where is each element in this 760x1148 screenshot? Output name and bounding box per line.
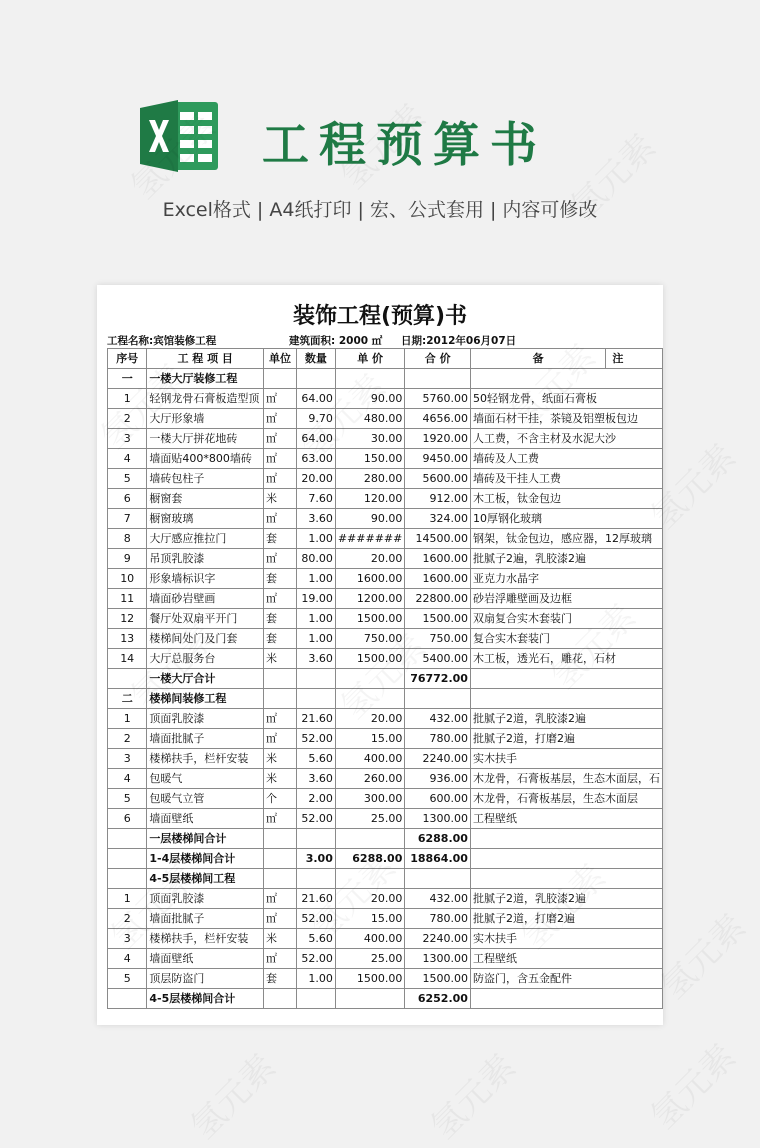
cell-total: 750.00 [405, 629, 471, 649]
cell-total: 1300.00 [405, 949, 471, 969]
cell-item-name: 包暖气 [147, 769, 264, 789]
cell-unit: 套 [264, 569, 297, 589]
cell-item-name: 一楼大厅装修工程 [147, 369, 264, 389]
table-row [108, 609, 663, 629]
cell-unit: ㎡ [264, 409, 297, 429]
cell-item-name: 顶层防盗门 [147, 969, 264, 989]
cell-seq: 11 [108, 589, 147, 609]
table-row [108, 569, 663, 589]
cell-item-name: 顶面乳胶漆 [147, 889, 264, 909]
cell-unit: ㎡ [264, 449, 297, 469]
project-name: 工程名称:宾馆装修工程 [107, 335, 217, 347]
cell-note: 人工费，不含主材及水泥大沙 [470, 429, 662, 449]
watermark-text [648, 901, 755, 1008]
cell-unit-price: 15.00 [335, 729, 405, 749]
cell-unit: ㎡ [264, 469, 297, 489]
cell-seq: 2 [108, 729, 147, 749]
cell-seq: 6 [108, 489, 147, 509]
cell-quantity: 5.60 [296, 929, 335, 949]
cell-unit: 套 [264, 629, 297, 649]
cell-quantity: 9.70 [296, 409, 335, 429]
cell-note: 批腻子2道，乳胶漆2遍 [470, 709, 662, 729]
cell-unit-price: 480.00 [335, 409, 405, 429]
table-row [108, 809, 663, 829]
building-area: 建筑面积: 2000 ㎡ [289, 335, 383, 347]
cell-unit: ㎡ [264, 389, 297, 409]
cell-quantity: 64.00 [296, 389, 335, 409]
cell-unit [264, 849, 297, 869]
cell-item-name: 橱窗套 [147, 489, 264, 509]
cell-item-name: 一楼大厅合计 [147, 669, 264, 689]
cell-item-name: 大厅总服务台 [147, 649, 264, 669]
cell-total: 324.00 [405, 509, 471, 529]
watermark-text [178, 1041, 285, 1148]
cell-item-name: 墙面贴400*800墙砖 [147, 449, 264, 469]
cell-quantity [296, 829, 335, 849]
cell-seq: 1 [108, 709, 147, 729]
cell-item-name: 轻钢龙骨石膏板造型顶 [147, 389, 264, 409]
cell-seq: 2 [108, 409, 147, 429]
cell-seq: 1 [108, 389, 147, 409]
table-row [108, 429, 663, 449]
cell-item-name: 楼梯扶手，栏杆安装 [147, 929, 264, 949]
cell-total: 912.00 [405, 489, 471, 509]
cell-note: 木工板，透光石，雕花，石材 [470, 649, 662, 669]
cell-note: 工程壁纸 [470, 949, 662, 969]
page-title: 工程预算书 [262, 118, 547, 173]
cell-unit [264, 689, 297, 709]
cell-item-name: 4-5层楼梯间合计 [147, 989, 264, 1009]
cell-quantity: 3.60 [296, 509, 335, 529]
cell-quantity: 52.00 [296, 949, 335, 969]
budget-table [107, 348, 663, 1009]
cell-unit [264, 869, 297, 889]
cell-seq: 4 [108, 769, 147, 789]
cell-item-name: 1-4层楼梯间合计 [147, 849, 264, 869]
cell-total [405, 869, 471, 889]
cell-unit: ㎡ [264, 549, 297, 569]
cell-unit: ㎡ [264, 589, 297, 609]
cell-item-name: 墙面壁纸 [147, 949, 264, 969]
cell-unit: 米 [264, 929, 297, 949]
cell-seq: 3 [108, 929, 147, 949]
cell-note: 批腻子2遍，乳胶漆2遍 [470, 549, 662, 569]
cell-unit-price: 20.00 [335, 709, 405, 729]
cell-unit-price: 20.00 [335, 549, 405, 569]
cell-quantity: 64.00 [296, 429, 335, 449]
cell-quantity: 1.00 [296, 969, 335, 989]
cell-quantity: 20.00 [296, 469, 335, 489]
table-row [108, 949, 663, 969]
table-row [108, 389, 663, 409]
table-row [108, 649, 663, 669]
cell-total: 6252.00 [405, 989, 471, 1009]
cell-item-name: 墙面批腻子 [147, 729, 264, 749]
cell-seq: 10 [108, 569, 147, 589]
cell-quantity [296, 689, 335, 709]
cell-unit-price: 6288.00 [335, 849, 405, 869]
cell-seq: 7 [108, 509, 147, 529]
cell-unit: ㎡ [264, 889, 297, 909]
cell-unit: ㎡ [264, 809, 297, 829]
cell-quantity: 1.00 [296, 569, 335, 589]
cell-item-name: 顶面乳胶漆 [147, 709, 264, 729]
cell-note [470, 849, 662, 869]
cell-unit-price [335, 869, 405, 889]
cell-seq: 3 [108, 749, 147, 769]
table-row [108, 509, 663, 529]
cell-seq [108, 849, 147, 869]
cell-quantity: 5.60 [296, 749, 335, 769]
cell-note: 防盗门，含五金配件 [470, 969, 662, 989]
cell-seq: 8 [108, 529, 147, 549]
cell-total [405, 689, 471, 709]
table-row [108, 829, 663, 849]
cell-seq [108, 869, 147, 889]
cell-unit-price: 15.00 [335, 909, 405, 929]
cell-seq: 5 [108, 969, 147, 989]
cell-item-name: 楼梯间处门及门套 [147, 629, 264, 649]
budget-date: 日期:2012年06月07日 [401, 335, 517, 347]
cell-note: 墙面石材干挂，茶镜及铝塑板包边 [470, 409, 662, 429]
cell-unit-price: 30.00 [335, 429, 405, 449]
cell-item-name: 墙砖包柱子 [147, 469, 264, 489]
table-row [108, 869, 663, 889]
cell-item-name: 餐厅处双扇平开门 [147, 609, 264, 629]
cell-note: 墙砖及人工费 [470, 449, 662, 469]
cell-total: 432.00 [405, 889, 471, 909]
cell-item-name: 墙面砂岩壁画 [147, 589, 264, 609]
cell-unit-price [335, 669, 405, 689]
table-row [108, 449, 663, 469]
cell-quantity: 3.60 [296, 769, 335, 789]
cell-total: 5600.00 [405, 469, 471, 489]
cell-unit: ㎡ [264, 949, 297, 969]
table-row [108, 729, 663, 749]
cell-total: 14500.00 [405, 529, 471, 549]
table-row [108, 909, 663, 929]
cell-total [405, 369, 471, 389]
cell-total: 432.00 [405, 709, 471, 729]
header-total: 合 价 [405, 349, 471, 369]
cell-note: 砂岩浮雕壁画及边框 [470, 589, 662, 609]
cell-seq: 1 [108, 889, 147, 909]
cell-seq: 2 [108, 909, 147, 929]
cell-note [470, 869, 662, 889]
cell-total: 4656.00 [405, 409, 471, 429]
cell-unit-price: 280.00 [335, 469, 405, 489]
cell-quantity [296, 989, 335, 1009]
cell-note: 批腻子2道，打磨2遍 [470, 729, 662, 749]
cell-unit-price: ####### [335, 529, 405, 549]
cell-quantity: 1.00 [296, 609, 335, 629]
cell-unit-price: 1600.00 [335, 569, 405, 589]
cell-quantity: 63.00 [296, 449, 335, 469]
cell-unit-price [335, 989, 405, 1009]
cell-quantity: 80.00 [296, 549, 335, 569]
cell-unit-price: 1500.00 [335, 649, 405, 669]
cell-note: 实木扶手 [470, 929, 662, 949]
cell-note: 木工板，钛金包边 [470, 489, 662, 509]
cell-unit-price: 90.00 [335, 509, 405, 529]
table-row [108, 969, 663, 989]
cell-total: 1500.00 [405, 609, 471, 629]
cell-quantity: 1.00 [296, 529, 335, 549]
cell-unit-price: 260.00 [335, 769, 405, 789]
cell-unit-price: 25.00 [335, 809, 405, 829]
table-row [108, 409, 663, 429]
cell-quantity: 52.00 [296, 729, 335, 749]
cell-total: 780.00 [405, 909, 471, 929]
cell-note [470, 669, 662, 689]
cell-seq: 6 [108, 809, 147, 829]
cell-note: 木龙骨，石膏板基层，生态木面层，石 [470, 769, 662, 789]
cell-total: 780.00 [405, 729, 471, 749]
cell-unit-price: 750.00 [335, 629, 405, 649]
cell-total: 5760.00 [405, 389, 471, 409]
cell-unit: 米 [264, 489, 297, 509]
cell-item-name: 墙面壁纸 [147, 809, 264, 829]
cell-note: 批腻子2道，打磨2遍 [470, 909, 662, 929]
cell-quantity: 21.60 [296, 709, 335, 729]
cell-quantity: 52.00 [296, 909, 335, 929]
cell-total: 18864.00 [405, 849, 471, 869]
cell-unit: ㎡ [264, 429, 297, 449]
watermark-text [418, 1041, 525, 1148]
cell-quantity: 52.00 [296, 809, 335, 829]
table-row [108, 749, 663, 769]
header-name: 工 程 项 目 [147, 349, 264, 369]
sheet-title: 装饰工程(预算)书 [292, 304, 468, 329]
cell-total: 1600.00 [405, 549, 471, 569]
table-row [108, 849, 663, 869]
cell-unit-price [335, 689, 405, 709]
cell-seq [108, 829, 147, 849]
cell-total: 76772.00 [405, 669, 471, 689]
cell-item-name: 大厅形象墙 [147, 409, 264, 429]
cell-note: 木龙骨，石膏板基层，生态木面层 [470, 789, 662, 809]
cell-note [470, 369, 662, 389]
table-header-row [108, 349, 663, 369]
table-row [108, 709, 663, 729]
spreadsheet-preview [97, 285, 663, 1025]
cell-seq: 4 [108, 949, 147, 969]
cell-quantity: 7.60 [296, 489, 335, 509]
cell-note: 复合实木套装门 [470, 629, 662, 649]
cell-item-name: 吊顶乳胶漆 [147, 549, 264, 569]
cell-total: 1300.00 [405, 809, 471, 829]
cell-unit: ㎡ [264, 909, 297, 929]
cell-seq: 12 [108, 609, 147, 629]
header-price: 单 价 [335, 349, 405, 369]
cell-seq: 13 [108, 629, 147, 649]
cell-total: 936.00 [405, 769, 471, 789]
cell-item-name: 一层楼梯间合计 [147, 829, 264, 849]
cell-total: 5400.00 [405, 649, 471, 669]
cell-total: 2240.00 [405, 749, 471, 769]
cell-unit [264, 829, 297, 849]
cell-unit-price: 400.00 [335, 749, 405, 769]
cell-quantity: 21.60 [296, 889, 335, 909]
promo-header [0, 0, 760, 250]
cell-item-name: 大厅感应推拉门 [147, 529, 264, 549]
cell-seq: 9 [108, 549, 147, 569]
table-row [108, 369, 663, 389]
cell-unit: ㎡ [264, 729, 297, 749]
cell-total: 1920.00 [405, 429, 471, 449]
cell-total: 600.00 [405, 789, 471, 809]
cell-seq: 3 [108, 429, 147, 449]
cell-unit-price: 400.00 [335, 929, 405, 949]
table-row [108, 489, 663, 509]
table-row [108, 689, 663, 709]
cell-total: 1500.00 [405, 969, 471, 989]
cell-note: 批腻子2道，乳胶漆2遍 [470, 889, 662, 909]
cell-unit: 米 [264, 769, 297, 789]
cell-quantity [296, 869, 335, 889]
cell-item-name: 一楼大厅拼花地砖 [147, 429, 264, 449]
cell-quantity: 3.60 [296, 649, 335, 669]
table-row [108, 929, 663, 949]
header-note-end: 注 [606, 349, 663, 369]
cell-total: 6288.00 [405, 829, 471, 849]
cell-unit-price [335, 829, 405, 849]
cell-quantity: 3.00 [296, 849, 335, 869]
cell-unit-price: 90.00 [335, 389, 405, 409]
feature-subtitle: Excel格式 | A4纸打印 | 宏、公式套用 | 内容可修改 [162, 199, 598, 221]
cell-item-name: 4-5层楼梯间工程 [147, 869, 264, 889]
table-row [108, 989, 663, 1009]
cell-quantity [296, 369, 335, 389]
watermark-text [638, 1031, 745, 1138]
cell-note: 钢架，钛金包边，感应器，12厚玻璃 [470, 529, 662, 549]
cell-unit-price: 1500.00 [335, 969, 405, 989]
cell-unit [264, 369, 297, 389]
cell-total: 1600.00 [405, 569, 471, 589]
cell-item-name: 橱窗玻璃 [147, 509, 264, 529]
cell-seq: 二 [108, 689, 147, 709]
table-row [108, 769, 663, 789]
cell-item-name: 楼梯扶手，栏杆安装 [147, 749, 264, 769]
header-unit: 单位 [264, 349, 297, 369]
cell-seq: 5 [108, 469, 147, 489]
cell-quantity [296, 669, 335, 689]
cell-item-name: 形象墙标识字 [147, 569, 264, 589]
cell-unit: 个 [264, 789, 297, 809]
cell-item-name: 楼梯间装修工程 [147, 689, 264, 709]
cell-quantity: 19.00 [296, 589, 335, 609]
cell-note: 工程壁纸 [470, 809, 662, 829]
cell-unit: 套 [264, 529, 297, 549]
header-note: 备 [470, 349, 605, 369]
excel-logo-icon [140, 100, 220, 172]
table-row [108, 529, 663, 549]
table-row [108, 789, 663, 809]
cell-unit-price: 20.00 [335, 889, 405, 909]
cell-quantity: 1.00 [296, 629, 335, 649]
table-row [108, 669, 663, 689]
cell-seq: 5 [108, 789, 147, 809]
cell-seq: 4 [108, 449, 147, 469]
cell-seq: 14 [108, 649, 147, 669]
header-qty: 数量 [296, 349, 335, 369]
cell-note: 亚克力水晶字 [470, 569, 662, 589]
cell-unit-price: 1500.00 [335, 609, 405, 629]
cell-note: 10厚钢化玻璃 [470, 509, 662, 529]
cell-unit: 米 [264, 649, 297, 669]
cell-note: 50轻钢龙骨，纸面石膏板 [470, 389, 662, 409]
cell-unit-price: 25.00 [335, 949, 405, 969]
cell-unit: 套 [264, 969, 297, 989]
cell-seq [108, 989, 147, 1009]
cell-unit [264, 669, 297, 689]
table-row [108, 469, 663, 489]
cell-unit: ㎡ [264, 509, 297, 529]
cell-item-name: 墙面批腻子 [147, 909, 264, 929]
table-row [108, 589, 663, 609]
cell-quantity: 2.00 [296, 789, 335, 809]
cell-note [470, 989, 662, 1009]
cell-unit-price: 150.00 [335, 449, 405, 469]
cell-total: 2240.00 [405, 929, 471, 949]
cell-note: 墙砖及干挂人工费 [470, 469, 662, 489]
cell-seq: 一 [108, 369, 147, 389]
cell-unit: ㎡ [264, 709, 297, 729]
cell-note: 双扇复合实木套装门 [470, 609, 662, 629]
cell-note: 实木扶手 [470, 749, 662, 769]
cell-unit-price: 120.00 [335, 489, 405, 509]
table-row [108, 549, 663, 569]
cell-note [470, 829, 662, 849]
cell-unit: 米 [264, 749, 297, 769]
cell-unit-price [335, 369, 405, 389]
header-seq: 序号 [108, 349, 147, 369]
cell-unit-price: 300.00 [335, 789, 405, 809]
cell-total: 22800.00 [405, 589, 471, 609]
cell-unit: 套 [264, 609, 297, 629]
cell-unit-price: 1200.00 [335, 589, 405, 609]
cell-item-name: 包暖气立管 [147, 789, 264, 809]
cell-unit [264, 989, 297, 1009]
cell-total: 9450.00 [405, 449, 471, 469]
cell-seq [108, 669, 147, 689]
table-row [108, 629, 663, 649]
cell-note [470, 689, 662, 709]
table-row [108, 889, 663, 909]
